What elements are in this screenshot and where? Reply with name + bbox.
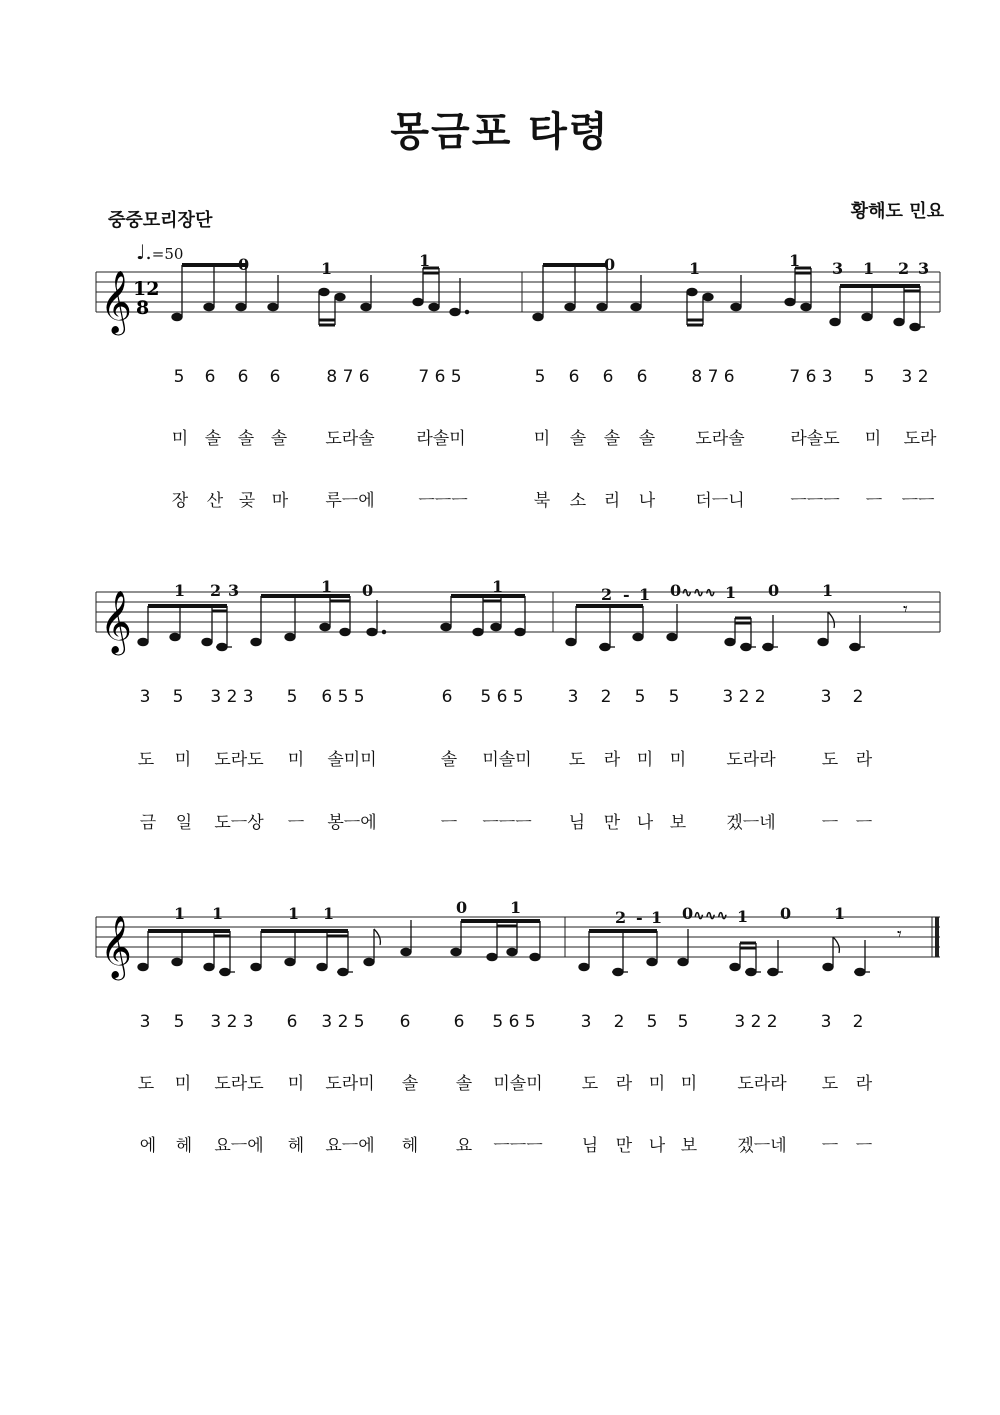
fingering: - [636, 908, 643, 927]
fingering: 1 [419, 251, 431, 270]
lyric: ㅡㅡ [901, 491, 935, 511]
solfege-syllable: 도 [568, 750, 586, 770]
number-note: 6 [636, 367, 648, 387]
number-note: 5 [677, 1012, 689, 1032]
lyric: 장 [171, 491, 189, 511]
text-rows-system-3 [0, 1005, 1000, 1165]
solfege-syllable: 솔 [204, 429, 222, 449]
number-note: 6 [453, 1012, 465, 1032]
solfege-syllable: 라 [855, 1074, 873, 1094]
fingering: 0 [604, 255, 616, 274]
lyric: ㅡ [287, 813, 305, 833]
lyric: 님 [568, 813, 586, 833]
fingering: 2 [210, 581, 222, 600]
solfege-syllable: 미 [287, 750, 305, 770]
treble-clef-icon: 𝄞 [100, 590, 132, 653]
fingering: 1 [789, 251, 801, 270]
fingering: 0 [780, 904, 792, 923]
genre-label: 황해도 민요 [850, 201, 944, 222]
number-note: 7 6 3 [789, 367, 833, 387]
solfege-syllable: 도라도 [214, 1074, 264, 1094]
fingering: 1 [321, 577, 333, 596]
solfege-syllable: 미 [174, 1074, 192, 1094]
solfege-syllable: 도라 [903, 429, 937, 449]
lyric: 나 [648, 1136, 666, 1156]
number-note: 6 [441, 687, 453, 707]
lyric: 만 [603, 813, 621, 833]
fingering: 1 [321, 259, 333, 278]
notes-system-1 [172, 265, 925, 331]
solfege-syllable: 미 [864, 429, 882, 449]
number-note: 6 [286, 1012, 298, 1032]
eighth-rest-icon: 𝄾 [897, 924, 902, 945]
lyric: 북 [533, 491, 551, 511]
solfege-syllable: 미 [174, 750, 192, 770]
lyric: 더ㅡ니 [695, 491, 745, 511]
lyric: ㅡ [821, 813, 839, 833]
fingering: 2 [601, 585, 613, 604]
fingering: 1 [174, 581, 186, 600]
number-note: 6 [269, 367, 281, 387]
lyric: 나 [638, 491, 656, 511]
number-note: 2 [600, 687, 612, 707]
number-note: 2 [852, 687, 864, 707]
number-note: 5 [646, 1012, 658, 1032]
fingering: 1 [834, 904, 846, 923]
number-note: 6 [568, 367, 580, 387]
lyric: 만 [615, 1136, 633, 1156]
fingering: 1 [639, 585, 651, 604]
number-note: 3 [567, 687, 579, 707]
lyric: 루ㅡ에 [325, 491, 375, 511]
number-note: 2 [852, 1012, 864, 1032]
number-note: 5 6 5 [480, 687, 524, 707]
number-note: 5 [668, 687, 680, 707]
notes-system-3 [138, 920, 870, 976]
solfege-syllable: 도라솔 [325, 429, 375, 449]
solfege-syllable: 미솔미 [493, 1074, 543, 1094]
solfege-syllable: 솔 [638, 429, 656, 449]
lyric: 마 [271, 491, 289, 511]
solfege-syllable: 미 [680, 1074, 698, 1094]
number-note: 3 [139, 687, 151, 707]
solfege-syllable: 라솔도 [790, 429, 840, 449]
fingering: 1 [212, 904, 224, 923]
lyric: 나 [636, 813, 654, 833]
eighth-rest-icon: 𝄾 [903, 599, 908, 620]
staff-system-1 [0, 250, 1000, 340]
fingering: 1 [510, 898, 522, 917]
lyric: 겠ㅡ네 [737, 1136, 787, 1156]
lyric: 리 [603, 491, 621, 511]
number-note: 3 2 2 [734, 1012, 778, 1032]
solfege-syllable: 솔 [401, 1074, 419, 1094]
lyric: ㅡ [440, 813, 458, 833]
fingering: 0 [456, 898, 468, 917]
number-note: 3 2 2 [722, 687, 766, 707]
lyric: 헤 [287, 1136, 305, 1156]
fingering: 1 [725, 583, 737, 602]
fingering: 0 [682, 904, 694, 923]
notes-system-2 [138, 596, 865, 651]
solfege-syllable: 라 [855, 750, 873, 770]
number-note: 3 [820, 1012, 832, 1032]
solfege-syllable: 솔미미 [327, 750, 377, 770]
solfege-syllable: 미솔미 [482, 750, 532, 770]
text-rows-system-1 [0, 360, 1000, 520]
treble-clef-icon: 𝄞 [100, 915, 132, 978]
number-note: 3 [139, 1012, 151, 1032]
lyric: 헤 [401, 1136, 419, 1156]
lyric: 겠ㅡ네 [726, 813, 776, 833]
lyric: 요ㅡ에 [325, 1136, 375, 1156]
fingering: 1 [737, 907, 749, 926]
solfege-syllable: 미 [648, 1074, 666, 1094]
fingering: 0 [670, 581, 682, 600]
fingering: 0 [362, 581, 374, 600]
solfege-syllable: 도라미 [325, 1074, 375, 1094]
fingering: 0 [238, 255, 250, 274]
lyric: ㅡㅡㅡ [418, 491, 468, 511]
fingering: 3 [228, 581, 240, 600]
page-title: 몽금포 타령 [390, 109, 610, 155]
number-note: 5 [286, 687, 298, 707]
lyric: 보 [680, 1136, 698, 1156]
solfege-syllable: 도 [821, 750, 839, 770]
number-note: 5 [172, 687, 184, 707]
fingering: 1 [863, 259, 875, 278]
number-note: 3 2 3 [210, 687, 254, 707]
solfege-syllable: 솔 [603, 429, 621, 449]
solfege-syllable: 도라솔 [695, 429, 745, 449]
number-note: 6 [237, 367, 249, 387]
lyric: 도ㅡ상 [214, 813, 264, 833]
fingering: 3 [832, 259, 844, 278]
trill-wave-icon: ∿∿∿ [681, 585, 717, 601]
solfege-syllable: 도라라 [726, 750, 776, 770]
text-rows-system-2 [0, 680, 1000, 840]
lyric: 봉ㅡ에 [327, 813, 377, 833]
number-note: 3 2 5 [321, 1012, 365, 1032]
solfege-syllable: 솔 [455, 1074, 473, 1094]
lyric: 헤 [175, 1136, 193, 1156]
number-note: 6 5 5 [321, 687, 365, 707]
solfege-syllable: 도 [581, 1074, 599, 1094]
fingering: 3 [918, 259, 930, 278]
solfege-syllable: 도 [137, 750, 155, 770]
fingering: 1 [492, 577, 504, 596]
lyric: 에 [139, 1136, 157, 1156]
lyric: ㅡㅡㅡ [482, 813, 532, 833]
time-sig-top: 12 [133, 278, 160, 300]
solfege-syllable: 도 [821, 1074, 839, 1094]
number-note: 6 [602, 367, 614, 387]
number-note: 3 [580, 1012, 592, 1032]
number-note: 3 2 3 [210, 1012, 254, 1032]
number-note: 8 7 6 [691, 367, 735, 387]
number-note: 5 [173, 1012, 185, 1032]
lyric: 곶 [238, 491, 256, 511]
fingering: 1 [689, 259, 701, 278]
lyric: 일 [175, 813, 193, 833]
treble-clef-icon: 𝄞 [100, 270, 132, 333]
solfege-syllable: 도라도 [214, 750, 264, 770]
solfege-syllable: 도라라 [737, 1074, 787, 1094]
number-note: 7 6 5 [418, 367, 462, 387]
staff-system-3 [0, 895, 1000, 985]
fingering: 1 [323, 904, 335, 923]
solfege-syllable: 미 [636, 750, 654, 770]
number-note: 5 6 5 [492, 1012, 536, 1032]
lyric: 산 [206, 491, 224, 511]
number-note: 5 [173, 367, 185, 387]
fingering: 2 [898, 259, 910, 278]
solfege-syllable: 솔 [440, 750, 458, 770]
number-note: 8 7 6 [326, 367, 370, 387]
fingering: 0 [768, 581, 780, 600]
number-note: 5 [534, 367, 546, 387]
lyric: 요ㅡ에 [214, 1136, 264, 1156]
number-note: 3 [820, 687, 832, 707]
fingering: 1 [174, 904, 186, 923]
solfege-syllable: 미 [287, 1074, 305, 1094]
trill-wave-icon: ∿∿∿ [693, 908, 729, 924]
lyric: ㅡ [855, 1136, 873, 1156]
solfege-syllable: 미 [669, 750, 687, 770]
number-note: 5 [634, 687, 646, 707]
number-note: 6 [399, 1012, 411, 1032]
lyric: ㅡ [855, 813, 873, 833]
staff-system-2 [0, 570, 1000, 660]
lyric: 금 [139, 813, 157, 833]
lyric: 요 [455, 1136, 473, 1156]
solfege-syllable: 솔 [237, 429, 255, 449]
solfege-syllable: 미 [171, 429, 189, 449]
fingering: - [623, 585, 630, 604]
fingering: 1 [651, 908, 663, 927]
solfege-syllable: 라 [615, 1074, 633, 1094]
tempo-value: =50 [151, 245, 184, 263]
rhythm-label: 중중모리장단 [108, 210, 213, 231]
number-note: 6 [204, 367, 216, 387]
solfege-syllable: 라 [603, 750, 621, 770]
solfege-syllable: 솔 [569, 429, 587, 449]
number-note: 3 2 [901, 367, 929, 387]
lyric: ㅡ [865, 491, 883, 511]
fingering: 1 [822, 581, 834, 600]
lyric: 소 [569, 491, 587, 511]
lyric: 님 [581, 1136, 599, 1156]
number-note: 2 [613, 1012, 625, 1032]
fingering: 1 [288, 904, 300, 923]
time-sig-bottom: 8 [136, 297, 150, 319]
lyric: ㅡ [821, 1136, 839, 1156]
solfege-syllable: 솔 [270, 429, 288, 449]
lyric: ㅡㅡㅡ [790, 491, 840, 511]
solfege-syllable: 도 [137, 1074, 155, 1094]
fingering: 2 [615, 908, 627, 927]
dotted-quarter-note-icon: ♩. [136, 240, 152, 264]
solfege-syllable: 미 [533, 429, 551, 449]
lyric: ㅡㅡㅡ [493, 1136, 543, 1156]
solfege-syllable: 라솔미 [416, 429, 466, 449]
number-note: 5 [863, 367, 875, 387]
lyric: 보 [669, 813, 687, 833]
